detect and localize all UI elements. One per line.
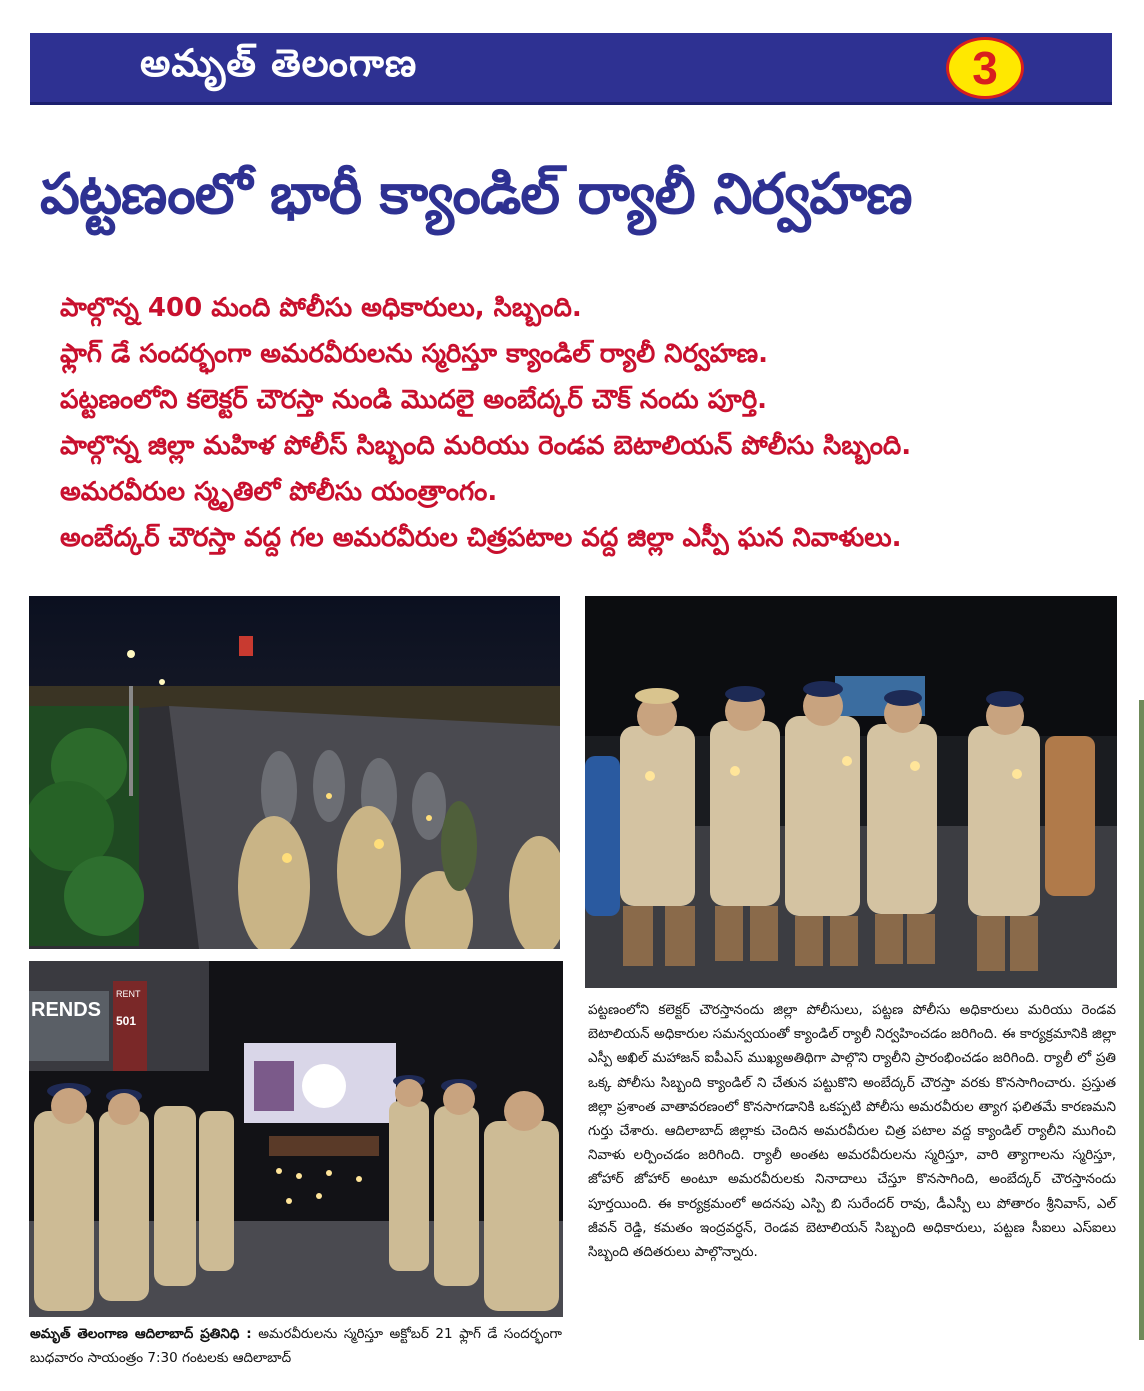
article-headline: పట్టణంలో భారీ క్యాండిల్ ర్యాలీ నిర్వహణ	[40, 162, 912, 227]
adjacent-column-sliver	[1139, 700, 1144, 1340]
page-number-badge: 3	[946, 37, 1024, 99]
store-sign-text: RENDS	[31, 999, 102, 1021]
shop-number-text: 501	[116, 1014, 137, 1028]
rally-road-photo	[29, 596, 560, 949]
highlight-line: అంబేద్కర్ చౌరస్తా వద్ద గల అమరవీరుల చిత్రపటాల వద్ద జిల్లా ఎస్పీ ఘన నివాళులు.	[60, 523, 902, 553]
highlights-list	[60, 285, 1120, 561]
rent-sign-text: RENT	[116, 989, 141, 999]
highlight-line: అమరవీరుల స్మృతిలో పోలీసు యంత్రాంగం.	[60, 477, 498, 507]
highlight-line: పాల్గొన్న జిల్లా మహిళ పోలీస్ సిబ్బంది మరియు రెండవ బెటాలియన్ పోలీసు సిబ్బంది.	[60, 431, 912, 461]
dateline-lead: అమృత్ తెలంగాణ ఆదిలాబాద్ ప్రతినిధి :	[30, 1326, 252, 1342]
officers-candle-walk-photo	[585, 596, 1117, 988]
highlight-line: పాల్గొన్న 400 మంది పోలీసు అధికారులు, సిబ్బంది.	[60, 293, 582, 323]
newspaper-name: అమృత్ తెలంగాణ	[140, 41, 418, 85]
highlight-line: పట్టణంలోని కలెక్టర్ చౌరస్తా నుండి మొదలై అంబేద్కర్ చౌక్ నందు పూర్తి.	[60, 385, 768, 415]
highlight-line: ఫ్లాగ్ డే సందర్భంగా అమరవీరులను స్మరిస్తూ క్యాండిల్ ర్యాలీ నిర్వహణ.	[60, 339, 768, 369]
article-dateline	[30, 1322, 562, 1370]
dateline-text: అమరవీరులను స్మరిస్తూ అక్టోబర్ 21 ఫ్లాగ్ డే సందర్భంగా బుధవారం సాయంత్రం 7:30 గంటలకు ఆదిలాబాద్	[30, 1326, 562, 1366]
memorial-tribute-photo	[29, 961, 563, 1317]
article-body: పట్టణంలోని కలెక్టర్ చౌరస్తానందు జిల్లా పోలీసులు, పట్టణ పోలీసు అధికారులు మరియు రెండవ బెటాలియన్ అధికారుల సమన్వయంతో క్యాండిల్ ర్యాలీ నిర్వహించడం జరిగింది. ఈ కార్యక్రమానికి జిల్లా ఎస్పీ అఖిల్ మహాజన్ ఐపీఎస్ ముఖ్యఅతిథిగా పాల్గొని ర్యాలీని ప్రారంభించడం జరిగింది. ర్యాలీ లో ప్రతి ఒక్క పోలీసు సిబ్బంది క్యాండిల్ ని చేతున పట్టుకొని అంబేద్కర్ చౌరస్తా వరకు కొనసాగించారు. ప్రస్తుత జిల్లా ప్రశాంత వాతావరణంలో కొనసాగడానికి ఒకప్పటి పోలీసు అమరవీరుల త్యాగ ఫలితమే కారణమని గుర్తు చేశారు. ఆదిలాబాద్ జిల్లాకు చెందిన అమరవీరుల చిత్ర పటాల వద్ద క్యాండిల్ ర్యాలీని ముగించి నివాళు లర్పించడం జరిగింది. ర్యాలీ అంతట అమరవీరులను స్మరిస్తూ, వారి త్యాగాలను స్మరిస్తూ, జోహార్ జోహార్ అంటూ అమరవీరులకు నినాదాలు చేస్తూ కొనసాగింది, అంబేద్కర్ చౌరస్తానందు పూర్తయింది. ఈ కార్యక్రమంలో అదనపు ఎస్పి బి సురేందర్ రావు, డీఎస్పీ లు పోతారం శ్రీనివాస్, ఎల్ జీవన్ రెడ్డి, కమతం ఇంద్రవర్ధన్, రెండవ బెటాలియన్ సిబ్బంది అధికారులు, పట్టణ సీఐలు ఎస్ఐలు సిబ్బంది తదితరులు పాల్గొన్నారు.	[588, 1002, 1116, 1261]
masthead-banner	[30, 33, 1112, 105]
